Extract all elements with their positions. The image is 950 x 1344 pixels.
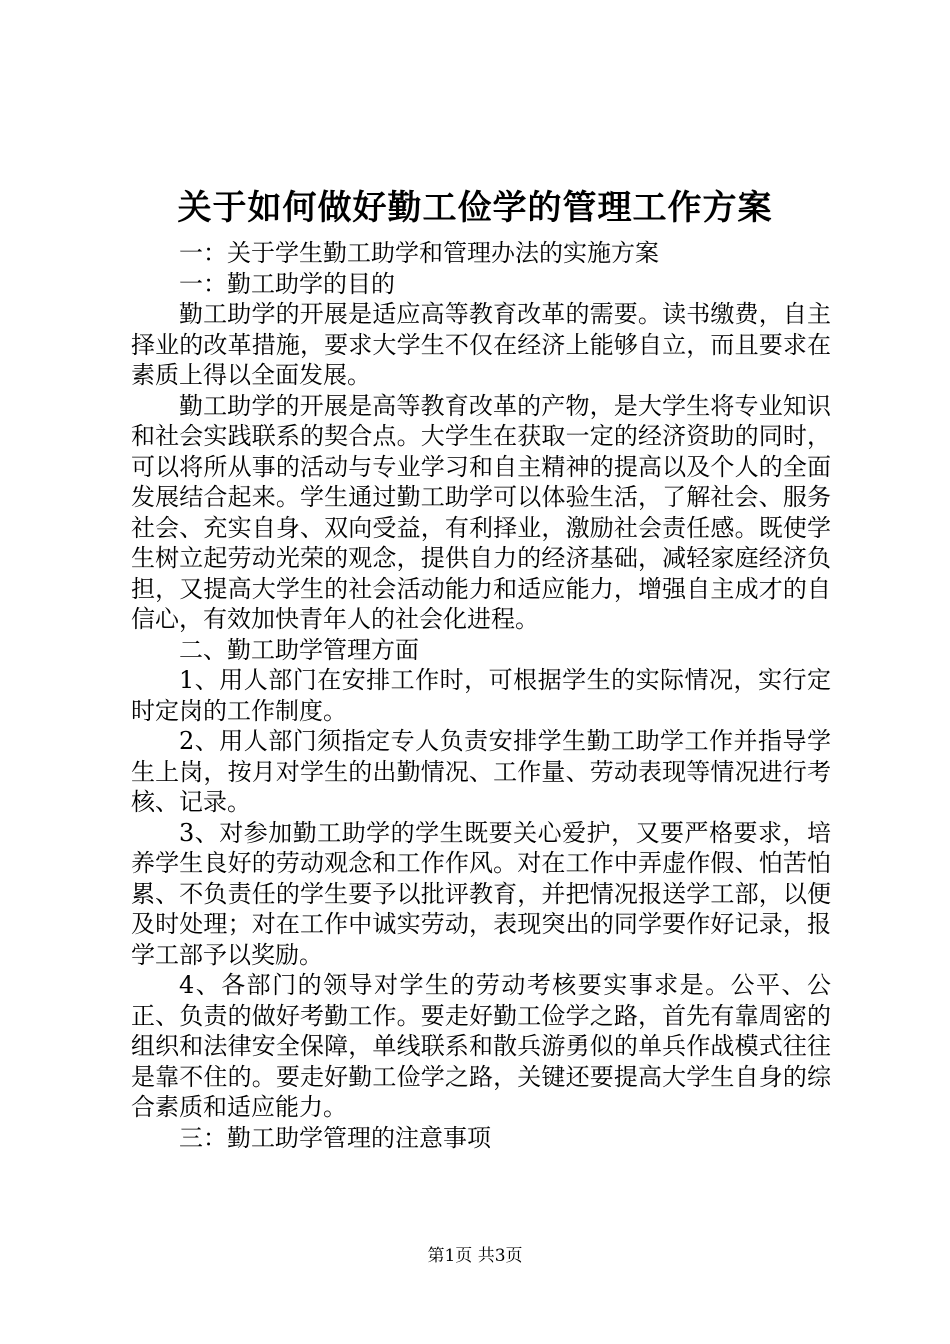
paragraph-item-3: 3、对参加勤工助学的学生既要关心爱护，又要严格要求，培养学生良好的劳动观念和工作作风。对在工作中弄虚作假、怕苦怕累、不负责任的学生要予以批评教育，并把情况报送学工部，以便及时处理；对在工作中诚实劳动，表现突出的同学要作好记录，报学工部予以奖励。 — [131, 818, 831, 969]
paragraph-item-2: 2、用人部门须指定专人负责安排学生勤工助学工作并指导学生上岗，按月对学生的出勤情况、工作量、劳动表现等情况进行考核、记录。 — [131, 727, 831, 816]
page-footer — [0, 1244, 950, 1268]
paragraph: 勤工助学的开展是适应高等教育改革的需要。读书缴费，自主择业的改革措施，要求大学生不仅在经济上能够自立，而且要求在素质上得以全面发展。 — [131, 300, 831, 389]
paragraph: 勤工助学的开展是高等教育改革的产物，是大学生将专业知识和社会实践联系的契合点。大学生在获取一定的经济资助的同时，可以将所从事的活动与专业学习和自主精神的提高以及个人的全面发展结合起来。学生通过勤工助学可以体验生活，了解社会、服务社会、充实自身、双向受益，有利择业，激励社会责任感。既使学生树立起劳动光荣的观念，提供自力的经济基础，减轻家庭经济负担，又提高大学生的社会活动能力和适应能力，增强自主成才的自信心，有效加快青年人的社会化进程。 — [131, 391, 831, 633]
paragraph-subheading-notes: 三：勤工助学管理的注意事项 — [179, 1123, 491, 1152]
paragraph-subheading-management: 二、勤工助学管理方面 — [179, 635, 419, 664]
page-number: 第1页 共3页 — [427, 1246, 523, 1266]
paragraph-subheading-purpose: 一：勤工助学的目的 — [179, 269, 395, 298]
paragraph-item-1: 1、用人部门在安排工作时，可根据学生的实际情况，实行定时定岗的工作制度。 — [131, 666, 831, 725]
paragraph-section-heading: 一：关于学生勤工助学和管理办法的实施方案 — [179, 239, 659, 267]
document-body — [131, 238, 831, 1153]
document-title: 关于如何做好勤工俭学的管理工作方案 — [177, 188, 773, 228]
paragraph-item-4: 4、各部门的领导对学生的劳动考核要实事求是。公平、公正、负责的做好考勤工作。要走好勤工俭学之路，首先有靠周密的组织和法律安全保障，单线联系和散兵游勇似的单兵作战模式往往是靠不住的。要走好勤工俭学之路，关键还要提高大学生自身的综合素质和适应能力。 — [131, 971, 831, 1121]
